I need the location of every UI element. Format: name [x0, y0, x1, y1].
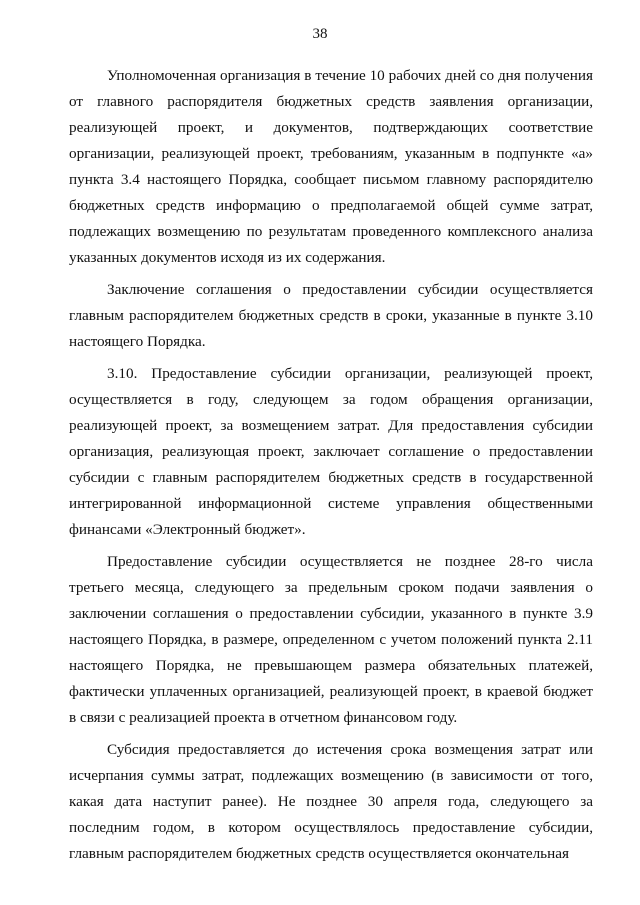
- paragraph-subsidy-deadline: Предоставление субсидии осуществляется не позднее 28-го числа третьего месяца, следующего за предельным сроком подачи заявления о заключении соглашения о предоставлении субсидии, указанного в пункте 3.9 настоящего Порядка, в размере, определенном с учетом положений пункта 2.11 настоящего Порядка, не превышающем размера обязательных платежей, фактически уплаченных организацией, реализующей проект, в краевой бюджет в связи с реализацией проекта в отчетном финансовом году.: [69, 553, 593, 726]
- document-body: [69, 63, 593, 873]
- paragraph-subsidy-term: Субсидия предоставляется до истечения срока возмещения затрат или исчерпания суммы затрат, подлежащих возмещению (в зависимости от того, какая дата наступит ранее). Не позднее 30 апреля года, следующего за последним годом, в котором осуществлялось предоставление субсидии, главным распорядителем бюджетных средств осуществляется окончательная: [69, 741, 593, 862]
- paragraph-clause-3-10: 3.10. Предоставление субсидии организации, реализующей проект, осуществляется в году, следующем за годом обращения организации, реализующей проект, за возмещением затрат. Для предоставления субсидии организация, реализующая проект, заключает соглашение о предоставлении субсидии с главным распорядителем бюджетных средств в государственной интегрированной информационной системе управления общественными финансами «Электронный бюджет».: [69, 365, 593, 538]
- page-number: 38: [312, 26, 328, 42]
- paragraph-agreement-conclusion: Заключение соглашения о предоставлении субсидии осуществляется главным распорядителем бюджетных средств в сроки, указанные в пункте 3.10 настоящего Порядка.: [69, 281, 593, 350]
- paragraph-notification: Уполномоченная организация в течение 10 рабочих дней со дня получения от главного распорядителя бюджетных средств заявления организации, реализующей проект, и документов, подтверждающих соответствие организации, реализующей проект, требованиям, указанным в подпункте «а» пункта 3.4 настоящего Порядка, сообщает письмом главному распорядителю бюджетных средств информацию о предполагаемой общей сумме затрат, подлежащих возмещению по результатам проведенного комплексного анализа указанных документов исходя из их содержания.: [69, 67, 593, 266]
